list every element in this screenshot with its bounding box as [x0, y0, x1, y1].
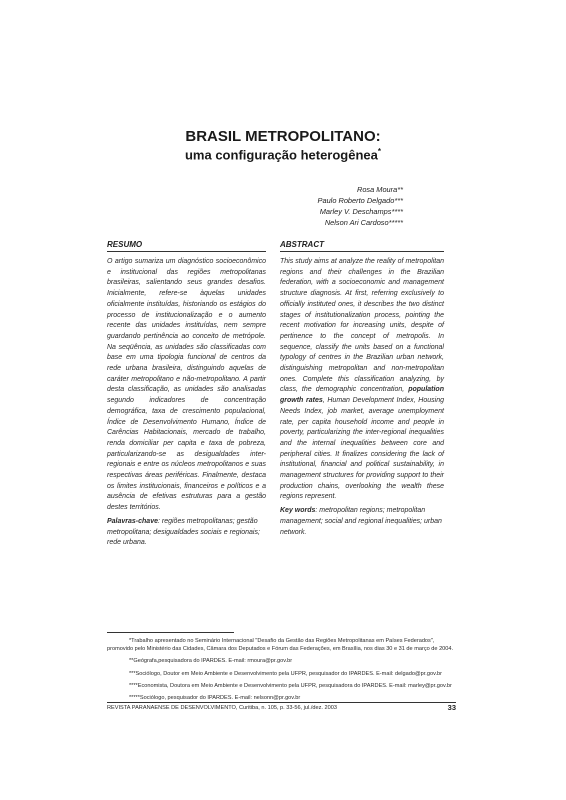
key-words: [280, 506, 444, 538]
abstract-text-part: , Human Development Index, Housing Needs Index, job market, average unemployment rate, per capita household income and people in poverty, particularizing the inter-regional inequalities and the internal inequalities between core and peripheral cities. It finalizes considering the lack of institutional, financial and political sustainability, in management structures for providing support to their production chains, overlooking the wealth these regions represent.: [280, 397, 444, 501]
abstract-text-emphasis: population growth rates: [280, 386, 444, 405]
resumo-column: [107, 240, 277, 549]
abstract-heading: ABSTRACT: [280, 240, 444, 252]
author-name: Paulo Roberto Delgado***: [317, 196, 403, 205]
article-subtitle: [0, 147, 566, 162]
footnote: ***Sociólogo, Doutor em Meio Ambiente e Desenvolvimento pela UFPR, pesquisador do IPARDES. E-mail: delgado@pr.gov.br: [129, 670, 442, 677]
footnote: *Trabalho apresentado no Seminário Internacional "Desafio da Gestão das Regiões Metropolitanas em Países Federados", promovido pelo Ministério das Cidades, Câmara dos Deputados e Fórum das Federações, em Brasília, nos dias 30 e 31 de março de 2004.: [107, 638, 454, 653]
journal-citation: REVISTA PARANAENSE DE DESENVOLVIMENTO, Curitiba, n. 105, p. 33-56, jul./dez. 2003: [107, 705, 337, 711]
footnote: ****Economista, Doutora em Meio Ambiente e Desenvolvimento pela UFPR, pesquisadora do IPARDES. E-mail: marley@pr.gov.br: [129, 682, 452, 689]
author-name: Marley V. Deschamps****: [319, 207, 403, 216]
footnote: **Geógrafa,pesquisadora do IPARDES. E-mail: rmoura@pr.gov.br: [129, 658, 293, 665]
author-name: Rosa Moura**: [356, 185, 403, 194]
author-name: Nelson Ari Cardoso*****: [324, 218, 403, 227]
footer-divider: [107, 702, 456, 703]
subtitle-text: uma configuração heterogênea: [184, 147, 378, 163]
author-list: [233, 184, 403, 228]
abstract-text-part: This study aims at analyze the reality of metropolitan regions and their challenges in the Brazilian federation, with a socioeconomic and management structure diagnosis. At first, referring exclusively to officially instituted ones, it describes the two distinct stages of institutionalization process, pointing the recent motivation for increasing units, despite of pertinence to the concept of metropolis. In sequence, classify the units based on a functional typology of centres in the Brazilian urban network, distinguishing metropolitan and non-metropolitan ones. Complete this classification analyzing, by class, the demographic concentration,: [280, 258, 444, 394]
resumo-text: O artigo sumariza um diagnóstico socioeconômico e institucional das regiões metropolitanas brasileiras, salientando seus grandes desafios. Inicialmente, refere-se àquelas unidades oficialmente instituídas, historiando os estágios do processo de institucionalização e o aumento recente das unidades instituídas, nem sempre guardando pertinência ao conceito de metrópole. Na seqüência, as unidades são classificadas com base em uma tipologia funcional de centros da rede urbana brasileira, distinguindo aquelas de caráter metropolitano e não-metropolitano. A partir desta classificação, as unidades são analisadas segundo indicadores de concentração demográfica, taxa de crescimento populacional, Índice de Desenvolvimento Humano, Índice de Carências Habitacionais, mercado de trabalho, renda domiciliar per capita e taxa de pobreza, particularizando-se as desigualdades inter-regionais e entre os núcleos metropolitanos e suas respectivas áreas periféricas. Finalmente, destaca os limites institucionais, financeiros e políticos e a ausência de efetivas estruturas para a gestão destes territórios.: [107, 258, 266, 512]
article-title: BRASIL METROPOLITANO:: [185, 128, 381, 145]
palavras-chave-list: : regiões metropolitanas; gestão metropolitana; desigualdades sociais e regionais; rede urbana.: [107, 517, 260, 547]
footnote-divider: [107, 632, 234, 633]
abstract-column: [280, 240, 456, 538]
abstract-text: [280, 257, 444, 503]
subtitle-footnote-mark: *: [377, 147, 381, 156]
page-number: 33: [447, 703, 456, 712]
key-words-label: Key words: [280, 507, 316, 515]
footnote: *****Sociólogo, pesquisador do IPARDES. E-mail: nelsonn@pr.gov.br: [129, 695, 301, 702]
resumo-heading: RESUMO: [107, 240, 266, 252]
palavras-chave: [107, 517, 266, 549]
key-words-list: : metropolitan regions; metropolitan management; social and regional inequalities; urban network.: [280, 507, 442, 536]
palavras-chave-label: Palavras-chave: [107, 517, 158, 525]
footnotes: [107, 637, 456, 706]
